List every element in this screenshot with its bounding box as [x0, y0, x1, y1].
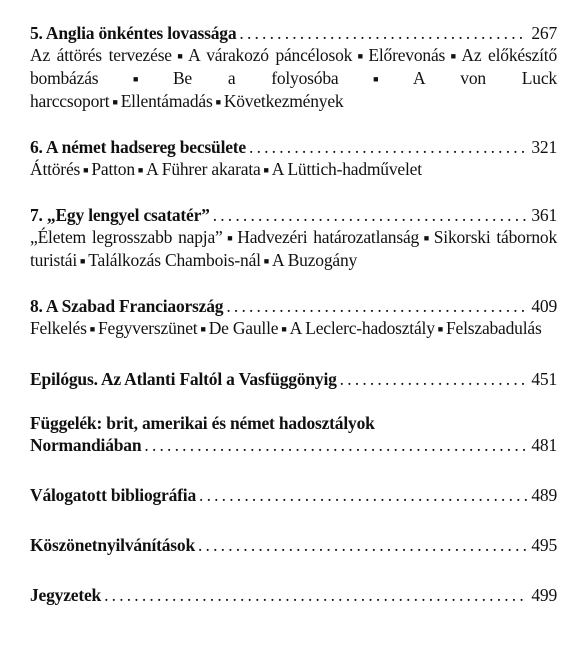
- bullet-separator-icon: ■: [174, 51, 186, 61]
- bullet-separator-icon: ■: [437, 324, 443, 334]
- bullet-separator-icon: ■: [341, 74, 410, 84]
- toc-entry-page-number: 267: [531, 23, 557, 43]
- toc-entry-page-number: 321: [531, 137, 557, 157]
- toc-entry-heading: [30, 434, 557, 456]
- bullet-separator-icon: ■: [89, 324, 95, 334]
- toc-entry-topics: [30, 317, 557, 340]
- topic: Hadvezéri határozatlanság: [237, 227, 420, 247]
- bullet-separator-icon: ■: [355, 51, 366, 61]
- toc-entry-heading: [30, 368, 557, 390]
- toc-entry-epilogue: [30, 368, 557, 390]
- dot-leader: [249, 136, 527, 158]
- toc-entry-title: Epilógus. Az Atlanti Faltól a Vasfüggönyig: [30, 369, 337, 389]
- bullet-separator-icon: ■: [83, 165, 89, 175]
- bullet-separator-icon: ■: [263, 256, 270, 266]
- toc-entry-title-line: Függelék: brit, amerikai és német hadosztályok: [30, 413, 375, 433]
- topic: De Gaulle: [208, 318, 279, 338]
- topic: A Leclerc-hadosztály: [289, 318, 435, 338]
- toc-entry-page-number: 361: [531, 205, 557, 225]
- dot-leader: [104, 584, 527, 606]
- topic: Sikorski tábornok turistái: [30, 227, 558, 270]
- toc-entry-heading: [30, 204, 557, 226]
- toc-entry-topics: [30, 44, 557, 113]
- topic: Az előkészítő bombázás: [30, 45, 557, 88]
- toc-entry-title: 5. Anglia önkéntes lovassága: [30, 23, 237, 43]
- bullet-separator-icon: ■: [80, 256, 86, 266]
- toc-entry-title: Jegyzetek: [30, 585, 102, 605]
- topic: A von Luck harccsoport: [30, 68, 557, 111]
- toc-entry-heading: [30, 484, 557, 506]
- dot-leader: [239, 22, 527, 44]
- toc-entry-title: Köszönetnyilvánítások: [30, 535, 195, 555]
- topic: Előrevonás: [368, 45, 446, 65]
- topic: Áttörés: [30, 159, 81, 179]
- toc-entry-bibliography: [30, 484, 557, 506]
- topic: A Buzogány: [272, 250, 358, 270]
- toc-entry-chapter-5: [30, 22, 557, 113]
- bullet-separator-icon: ■: [101, 74, 170, 84]
- toc-entry-title: 8. A Szabad Franciaország: [30, 296, 224, 316]
- dot-leader: [213, 204, 528, 226]
- toc-entry-notes: [30, 584, 557, 606]
- topic: Felszabadulás: [446, 318, 542, 338]
- bullet-separator-icon: ■: [422, 233, 431, 243]
- bullet-separator-icon: ■: [137, 165, 144, 175]
- toc-entry-page-number: 481: [531, 435, 557, 455]
- topic: Az áttörés tervezése: [30, 45, 172, 65]
- toc-entry-page-number: 409: [531, 296, 557, 316]
- toc-entry-title: 7. „Egy lengyel csatatér”: [30, 205, 210, 225]
- toc-entry-heading: [30, 136, 557, 158]
- topic: A Führer akarata: [146, 159, 261, 179]
- toc-entry-heading: [30, 22, 557, 44]
- topic: Ellentámadás: [120, 91, 213, 111]
- toc-entry-appendix: [30, 412, 557, 456]
- bullet-separator-icon: ■: [263, 165, 269, 175]
- table-of-contents: [30, 22, 557, 606]
- dot-leader: [199, 484, 527, 506]
- toc-entry-title: Normandiában: [30, 435, 142, 455]
- bullet-separator-icon: ■: [215, 97, 221, 107]
- toc-entry-page-number: 495: [531, 535, 557, 555]
- bullet-separator-icon: ■: [200, 324, 206, 334]
- toc-entry-acknowledgements: [30, 534, 557, 556]
- bullet-separator-icon: ■: [448, 51, 459, 61]
- toc-entry-page-number: 451: [531, 369, 557, 389]
- topic: A Lüttich-hadművelet: [271, 159, 422, 179]
- bullet-separator-icon: ■: [112, 97, 118, 107]
- toc-entry-page-number: 499: [531, 585, 557, 605]
- toc-entry-heading: [30, 534, 557, 556]
- toc-entry-heading: [30, 295, 557, 317]
- dot-leader: [198, 534, 527, 556]
- toc-entry-topics: [30, 226, 557, 272]
- toc-entry-chapter-7: [30, 204, 557, 272]
- toc-entry-chapter-8: [30, 295, 557, 340]
- dot-leader: [226, 295, 527, 317]
- toc-entry-page-number: 489: [531, 485, 557, 505]
- toc-entry-topics: [30, 158, 557, 181]
- topic: A várakozó páncélosok: [188, 45, 353, 65]
- toc-entry-title: 6. A német hadsereg becsülete: [30, 137, 247, 157]
- topic: Fegyverszünet: [97, 318, 198, 338]
- bullet-separator-icon: ■: [281, 324, 287, 334]
- topic: Találkozás Chambois-nál: [88, 250, 261, 270]
- topic: Felkelés: [30, 318, 87, 338]
- dot-leader: [144, 434, 527, 456]
- toc-entry-chapter-6: [30, 136, 557, 181]
- toc-entry-heading: [30, 584, 557, 606]
- bullet-separator-icon: ■: [225, 233, 235, 243]
- topic: „Életem legrosszabb napja”: [30, 227, 223, 247]
- topic: Patton: [91, 159, 135, 179]
- dot-leader: [340, 368, 528, 390]
- toc-entry-title: Válogatott bibliográfia: [30, 485, 197, 505]
- topic: Következmények: [223, 91, 344, 111]
- topic: Be a folyosóba: [172, 68, 339, 88]
